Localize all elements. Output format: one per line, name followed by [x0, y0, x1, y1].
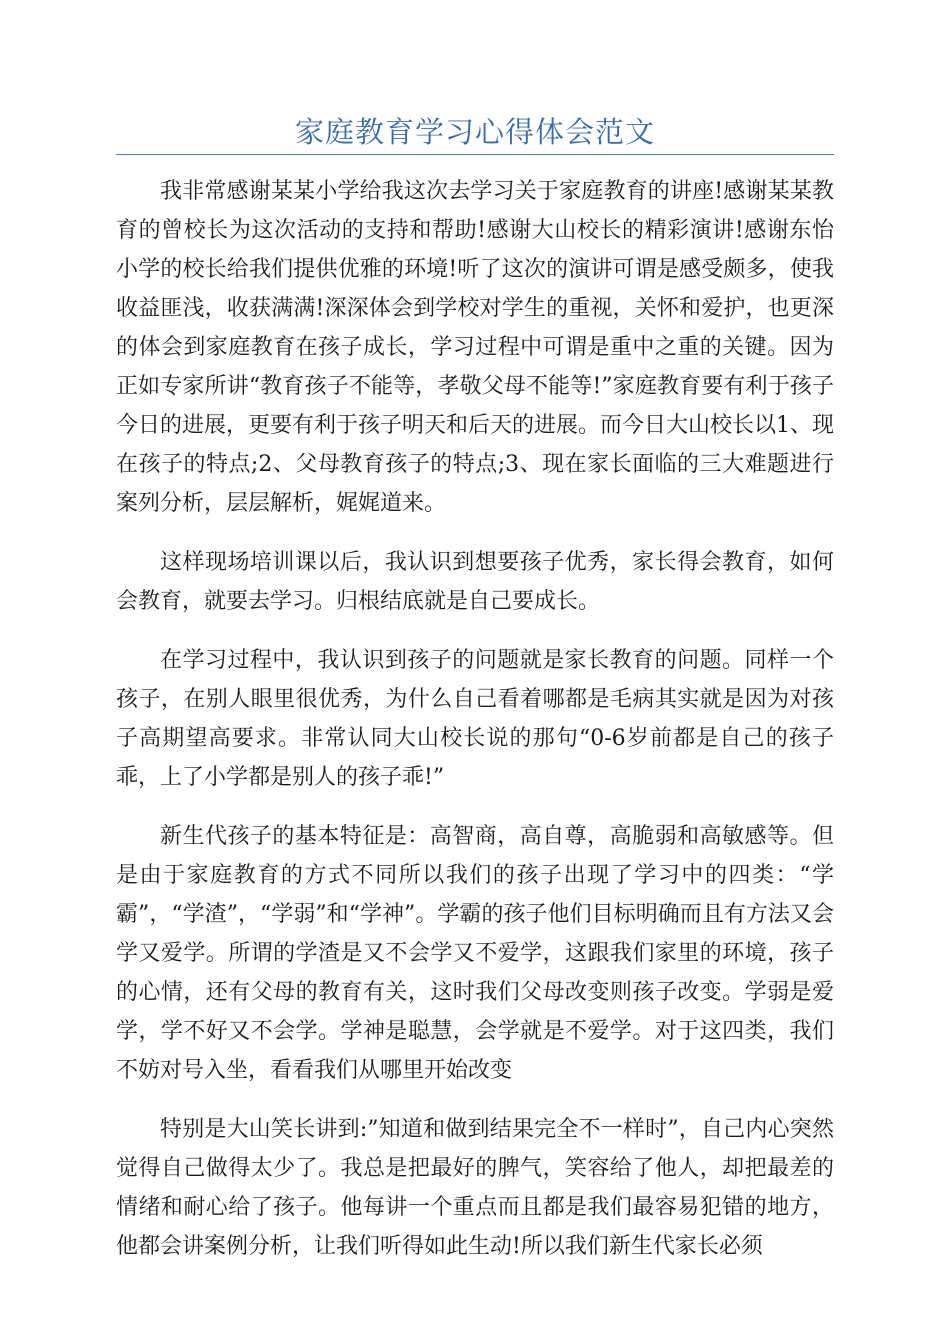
- document-body: [116, 172, 834, 1286]
- paragraph-4: 新生代孩子的基本特征是：高智商，高自尊，高脆弱和高敏感等。但是由于家庭教育的方式不同所以我们的孩子出现了学习中的四类：“学霸”，“学渣”，“学弱”和“学神”。学霸的孩子他们目标明确而且有方法又会学又爱学。所谓的学渣是又不会学又不爱学，这跟我们家里的环境，孩子的心情，还有父母的教育有关，这时我们父母改变则孩子改变。学弱是爱学，学不好又不会学。学神是聪慧，会学就是不爱学。对于这四类，我们不妨对号入坐，看看我们从哪里开始改变: [116, 824, 834, 1083]
- document-title: 家庭教育学习心得体会范文: [294, 115, 655, 149]
- paragraph-5: 特别是大山笑长讲到:”知道和做到结果完全不一样时”，自己内心突然觉得自己做得太少了。我总是把最好的脾气，笑容给了他人，却把最差的情绪和耐心给了孩子。他每讲一个重点而且都是我们最容易犯错的地方，他都会讲案例分析，让我们听得如此生动!所以我们新生代家长必须: [116, 1117, 834, 1259]
- paragraph-2: 这样现场培训课以后，我认识到想要孩子优秀，家长得会教育，如何会教育，就要去学习。归根结底就是自己要成长。: [116, 550, 834, 614]
- paragraph-1: 我非常感谢某某小学给我这次去学习关于家庭教育的讲座!感谢某某教育的曾校长为这次活动的支持和帮助!感谢大山校长的精彩演讲!感谢东怡小学的校长给我们提供优雅的环境!听了这次的演讲可谓是感受颇多，使我收益匪浅，收获满满!深深体会到学校对学生的重视，关怀和爱护，也更深的体会到家庭教育在孩子成长，学习过程中可谓是重中之重的关键。因为正如专家所讲“教育孩子不能等，孝敬父母不能等!”家庭教育要有利于孩子今日的进展，更要有利于孩子明天和后天的进展。而今日大山校长以1、现在孩子的特点;2、父母教育孩子的特点;3、现在家长面临的三大难题进行案列分析，层层解析，娓娓道来。: [116, 179, 834, 516]
- title-underline: [116, 154, 834, 155]
- paragraph-3: 在学习过程中，我认识到孩子的问题就是家长教育的问题。同样一个孩子，在别人眼里很优秀，为什么自己看着哪都是毛病其实就是因为对孩子高期望高要求。非常认同大山校长说的那句“0-6岁前都是自己的孩子乖，上了小学都是别人的孩子乖!”: [116, 648, 834, 790]
